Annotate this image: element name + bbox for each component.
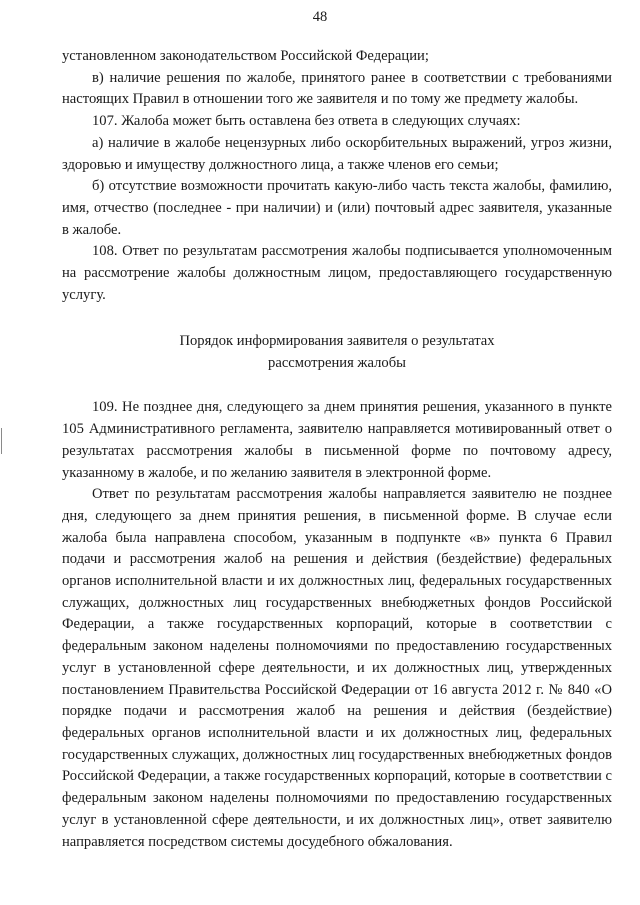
paragraph: в) наличие решения по жалобе, принятого ранее в соответствии с требованиями настоящих Правил в отношении того же заявителя и по тому же предмету жалобы. bbox=[62, 69, 612, 108]
paragraph: а) наличие в жалобе нецензурных либо оскорбительных выражений, угроз жизни, здоровью и имуществу должностного лица, а также членов его семьи; bbox=[62, 134, 612, 173]
bottom-paragraphs bbox=[62, 397, 612, 853]
paragraph: 109. Не позднее дня, следующего за днем принятия решения, указанного в пункте 105 Административного регламента, заявителю направляется мотивированный ответ о результатах рассмотрения жалобы в письменной форме по почтовому адресу, указанному в жалобе, и по желанию заявителя в электронной форме. bbox=[62, 399, 612, 481]
top-paragraphs bbox=[62, 46, 612, 306]
paragraph: Ответ по результатам рассмотрения жалобы направляется заявителю не позднее дня, следующего за днем принятия решения, в письменной форме. В случае если жалоба была направлена способом, указанным в подпункте «в» пункта 6 Правил подачи и рассмотрения жалоб на решения и действия (бездействие) федеральных органов исполнительной власти и их должностных лиц, федеральных государственных служащих, должностных лиц государственных внебюджетных фондов Российской Федерации, а также государственных корпораций, которые в соответствии с федеральным законом наделены полномочиями по предоставлению государственных услуг в установленной сфере деятельности, и их должностных лиц, утвержденных постановлением Правительства Российской Федерации от 16 августа 2012 г. № 840 «О порядке подачи и рассмотрения жалоб на решения и действия (бездействие) федеральных органов исполнительной власти и их должностных лиц, федеральных государственных служащих, должностных лиц государственных внебюджетных фондов Российской Федерации, а также государственных корпораций, которые в соответствии с федеральным законом наделены полномочиями по предоставлению государственных услуг в установленной сфере деятельности, и их должностных лиц», ответ заявителю направляется посредством системы досудебного обжалования. bbox=[62, 486, 612, 850]
paragraph: установленном законодательством Российской Федерации; bbox=[62, 48, 429, 64]
paragraph: б) отсутствие возможности прочитать какую-либо часть текста жалобы, фамилию, имя, отчество (последнее - при наличии) и (или) почтовый адрес заявителя, указанные в жалобе. bbox=[62, 178, 612, 238]
section-heading-line-1: Порядок информирования заявителя о результатах bbox=[179, 333, 495, 350]
paragraph: 108. Ответ по результатам рассмотрения жалобы подписывается уполномоченным на рассмотрение жалобы должностным лицом, предоставляющего государственную услугу. bbox=[62, 243, 612, 303]
paragraph: 107. Жалоба может быть оставлена без ответа в следующих случаях: bbox=[92, 113, 521, 130]
scan-edge-mark bbox=[1, 428, 2, 454]
section-heading-line-2: рассмотрения жалобы bbox=[268, 355, 406, 372]
page-number: 48 bbox=[312, 9, 328, 25]
document-body bbox=[62, 46, 612, 853]
section-heading bbox=[62, 330, 612, 374]
